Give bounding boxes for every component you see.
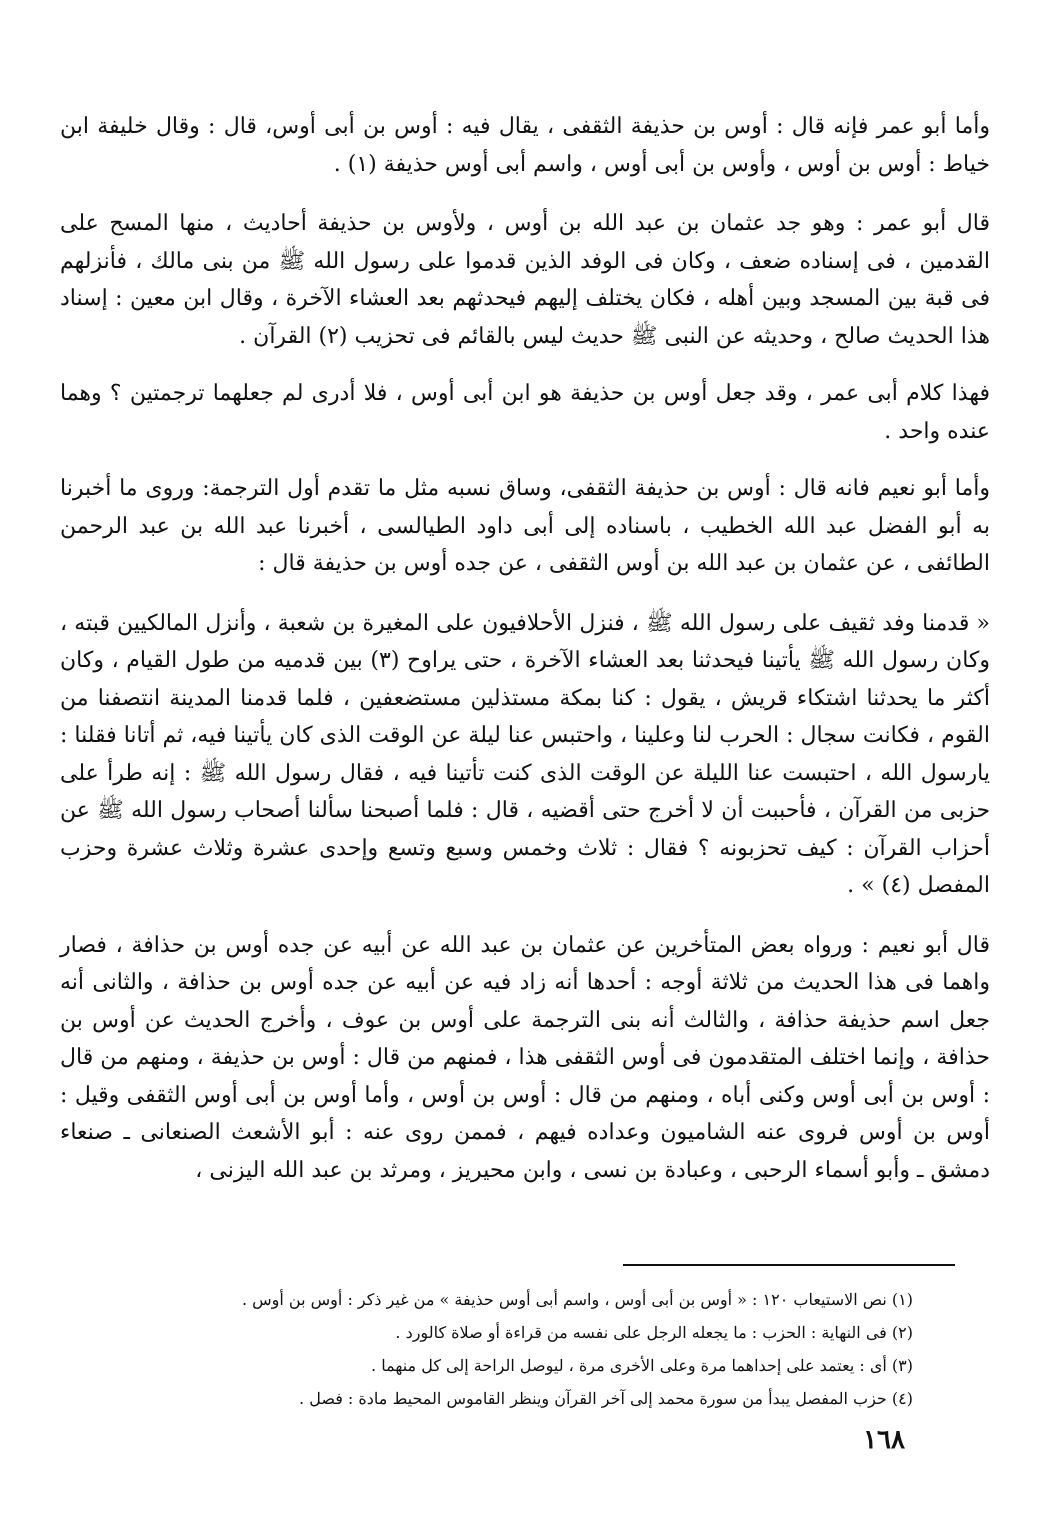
page-body [60,108,990,1189]
paragraph-abu-umar-hadith: قال أبو عمر : وهو جد عثمان بن عبد الله بن أوس ، ولأوس بن حذيفة أحاديث ، منها المسح على القدمين ، فى إسناده ضعف ، وكان فى الوفد الذين قدموا على رسول الله ﷺ من بنى مالك ، فأنزلهم فى قبة بين المسجد وبين أهله ، فكان يختلف إليهم فيحدثهم بعد العشاء الآخرة ، وقال ابن معين : إسناد هذا الحديث صالح ، وحديثه عن النبى ﷺ حديث ليس بالقائم فى تحزيب (٢) القرآن . [60,211,990,349]
footnote-divider [623,1264,955,1266]
footnote-1: (١) نص الاستيعاب ١٢٠ : « أوس بن أبى أوس ، واسم أبى أوس حذيفة » من غير ذكر : أوس بن أوس . [241,1290,913,1309]
page-number: ١٦٨ [863,1425,905,1455]
footnote-3: (٣) أى : يعتمد على إحداهما مرة وعلى الأخرى مرة ، ليوصل الراحة إلى كل منهما . [371,1356,913,1375]
paragraph-hadith-quote: « قدمنا وفد ثقيف على رسول الله ﷺ ، فنزل الأحلافيون على المغيرة بن شعبة ، وأنزل المالكيين قبته ، وكان رسول الله ﷺ يأتينا فيحدثنا بعد العشاء الآخرة ، حتى يراوح (٣) بين قدميه من طول القيام ، وكان أكثر ما يحدثنا اشتكاء قريش ، يقول : كنا بمكة مستذلين مستضعفين ، فلما قدمنا المدينة انتصفنا من القوم ، فكانت سجال : الحرب لنا وعلينا ، واحتبس عنا ليلة عن الوقت الذى كان يأتينا فيه، ثم أتانا فقلنا : يارسول الله ، احتبست عنا الليلة عن الوقت الذى كنت تأتينا فيه ، فقال رسول الله ﷺ : إنه طرأ على حزبى من القرآن ، فأحببت أن لا أخرج حتى أقضيه ، قال : فلما أصبحنا سألنا أصحاب رسول الله ﷺ عن أحزاب القرآن : كيف تحزبونه ؟ فقال : ثلاث وخمس وسبع وتسع وإحدى عشرة وثلاث عشرة وحزب المفصل (٤) » . [60,610,990,898]
footnote-2: (٢) فى النهاية : الحزب : ما يجعله الرجل على نفسه من قراءة أو صلاة كالورد . [395,1323,913,1342]
paragraph-abu-nuaym-critique: قال أبو نعيم : ورواه بعض المتأخرين عن عثمان بن عبد الله عن أبيه عن جده أوس بن حذافة ، فصار واهما فى هذا الحديث من ثلاثة أوجه : أحدها أنه زاد فيه عن أبيه عن جده أوس بن حذافة ، والثانى أنه جعل اسم حذيفة حذافة ، والثالث أنه بنى الترجمة على أوس بن عوف ، وأخرج الحديث عن أوس بن حذافة ، وإنما اختلف المتقدمون فى أوس الثقفى هذا ، فمنهم من قال : أوس بن حذيفة ، ومنهم من قال : أوس بن أبى أوس وكنى أباه ، ومنهم من قال : أوس بن أوس ، وأما أوس بن أبى أوس الثقفى وقيل : أوس بن أوس فروى عنه الشاميون وعداده فيهم ، فممن روى عنه : أبو الأشعث الصنعانى ـ صنعاء دمشق ـ وأبو أسماء الرحبى ، وعبادة بن نسى ، وابن محيريز ، ومرثد بن عبد الله اليزنى ، [60,932,990,1183]
paragraph-commentary: فهذا كلام أبى عمر ، وقد جعل أوس بن حذيفة هو ابن أبى أوس ، فلا أدرى لم جعلهما ترجمتين ؟ وهما عنده واحد . [60,381,990,444]
footnotes [153,1283,913,1415]
paragraph-abu-nuaym-intro: وأما أبو نعيم فانه قال : أوس بن حذيفة الثقفى، وساق نسبه مثل ما تقدم أول الترجمة: وروى ما أخبرنا به أبو الفضل عبد الله الخطيب ، باسناده إلى أبى داود الطيالسى ، أخبرنا عبد الله بن عبد الرحمن الطائفى ، عن عثمان بن عبد الله بن أوس الثقفى ، عن جده أوس بن حذيفة قال : [60,476,990,576]
paragraph-abu-umar-intro: وأما أبو عمر فإنه قال : أوس بن حذيفة الثقفى ، يقال فيه : أوس بن أبى أوس، قال : وقال خليفة ابن خياط : أوس بن أوس ، وأوس بن أبى أوس ، واسم أبى أوس حذيفة (١) . [60,114,990,177]
footnote-4: (٤) حزب المفصل يبدأ من سورة محمد إلى آخر القرآن وينظر القاموس المحيط مادة : فصل . [299,1389,913,1408]
